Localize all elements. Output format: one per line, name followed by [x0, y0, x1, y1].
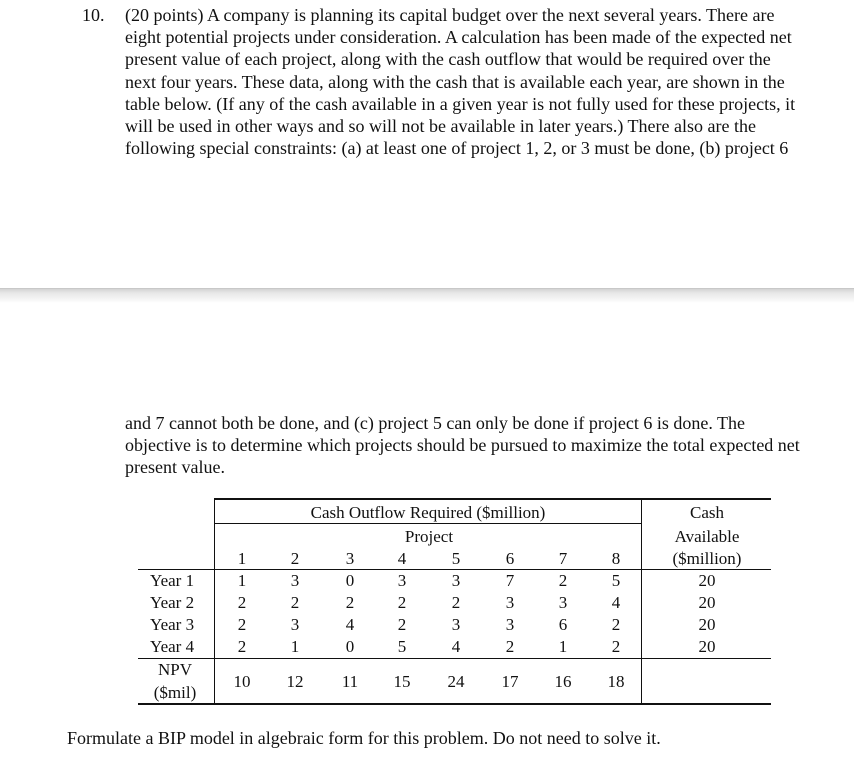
table-cell: 2 [397, 593, 407, 612]
npv-top-rule [138, 658, 771, 659]
table-cell: 2 [505, 637, 515, 656]
table-bottom-rule [138, 703, 771, 705]
table-cell: 0 [345, 637, 355, 656]
table-cell: 4 [345, 615, 355, 634]
question-line: present value of each project, along with the cash outflow that would be required over the [125, 49, 771, 70]
table-cell: 2 [237, 593, 247, 612]
question-line: (20 points) A company is planning its capital budget over the next several years. There are [125, 5, 775, 25]
project-number: 8 [611, 549, 621, 568]
cash-header: Available [674, 527, 740, 546]
question-continuation [125, 412, 850, 479]
table-cell: 2 [611, 637, 621, 656]
table-cell: 5 [397, 637, 407, 656]
table-cell: 2 [611, 615, 621, 634]
npv-cell: 18 [607, 672, 625, 691]
project-number: 1 [237, 549, 247, 568]
table-cell: 4 [451, 637, 461, 656]
table-cell: 2 [237, 637, 247, 656]
row-label: Year 2 [150, 593, 195, 612]
continuation-line: objective is to determine which projects should be pursued to maximize the total expected net [125, 435, 800, 456]
question-line: table below. (If any of the cash available in a given year is not fully used for these projects, it [125, 93, 796, 114]
title-underline [215, 523, 642, 524]
npv-label: NPV [157, 660, 193, 679]
table-title: Cash Outflow Required ($million) [310, 503, 546, 522]
npv-cell: 17 [501, 672, 519, 691]
table-cell: 2 [451, 593, 461, 612]
table-cell: 2 [558, 571, 568, 590]
project-number: 2 [290, 549, 300, 568]
table-cell: 3 [558, 593, 568, 612]
question-line: eight potential projects under consideration. A calculation has been made of the expected net [125, 27, 792, 48]
npv-label: ($mil) [153, 683, 197, 702]
table-cell: 2 [290, 593, 300, 612]
table-cell: 1 [290, 637, 300, 656]
table-cell: 4 [611, 593, 621, 612]
npv-cell: 24 [447, 672, 465, 691]
table-cell: 6 [558, 615, 568, 634]
question-paragraph [82, 4, 852, 159]
table-cell: 3 [505, 615, 515, 634]
table-cell: 2 [345, 593, 355, 612]
project-number: 4 [397, 549, 407, 568]
continuation-line: present value. [125, 457, 225, 478]
cash-cell: 20 [698, 593, 716, 612]
row-label: Year 4 [150, 637, 195, 656]
cash-cell: 20 [698, 637, 716, 656]
question-line: following special constraints: (a) at least one of project 1, 2, or 3 must be done, (b) project 6 [125, 138, 789, 159]
npv-cell: 12 [286, 672, 304, 691]
npv-cell: 10 [233, 672, 251, 691]
question-number: 10. [82, 5, 105, 25]
table-cell: 1 [237, 571, 247, 590]
table-top-rule [215, 498, 771, 500]
project-number: 5 [451, 549, 461, 568]
table-cell: 3 [397, 571, 407, 590]
project-number: 7 [558, 549, 568, 568]
table-cell: 3 [290, 615, 300, 634]
npv-cell: 11 [341, 672, 359, 691]
table-cell: 7 [505, 571, 515, 590]
row-label: Year 3 [150, 615, 195, 634]
project-number: 6 [505, 549, 515, 568]
continuation-line: and 7 cannot both be done, and (c) project 5 can only be done if project 6 is done. The [125, 413, 745, 433]
table-cell: 2 [397, 615, 407, 634]
question-line: next four years. These data, along with the cash that is available each year, are shown in the [125, 71, 785, 92]
project-number: 3 [345, 549, 355, 568]
npv-cell: 16 [554, 672, 572, 691]
right-vertical-rule [641, 498, 642, 704]
table-cell: 3 [451, 615, 461, 634]
question-line: will be used in other ways and so will not be available in later years.) There also are the [125, 116, 756, 137]
npv-cell: 15 [393, 672, 411, 691]
cash-header: Cash [690, 503, 724, 522]
page-break-divider [0, 288, 854, 303]
row-label: Year 1 [150, 571, 195, 590]
table-cell: 3 [451, 571, 461, 590]
project-header: Project [404, 527, 454, 546]
instruction-footer: Formulate a BIP model in algebraic form for this problem. Do not need to solve it. [67, 728, 661, 748]
cash-cell: 20 [698, 615, 716, 634]
table-cell: 1 [558, 637, 568, 656]
table-cell: 0 [345, 571, 355, 590]
table-cell: 3 [505, 593, 515, 612]
table-cell: 3 [290, 571, 300, 590]
cash-cell: 20 [698, 571, 716, 590]
table-cell: 2 [237, 615, 247, 634]
header-bottom-rule [138, 569, 771, 570]
cash-header: ($million) [672, 549, 742, 568]
left-vertical-rule [214, 498, 215, 704]
table-cell: 5 [611, 571, 621, 590]
